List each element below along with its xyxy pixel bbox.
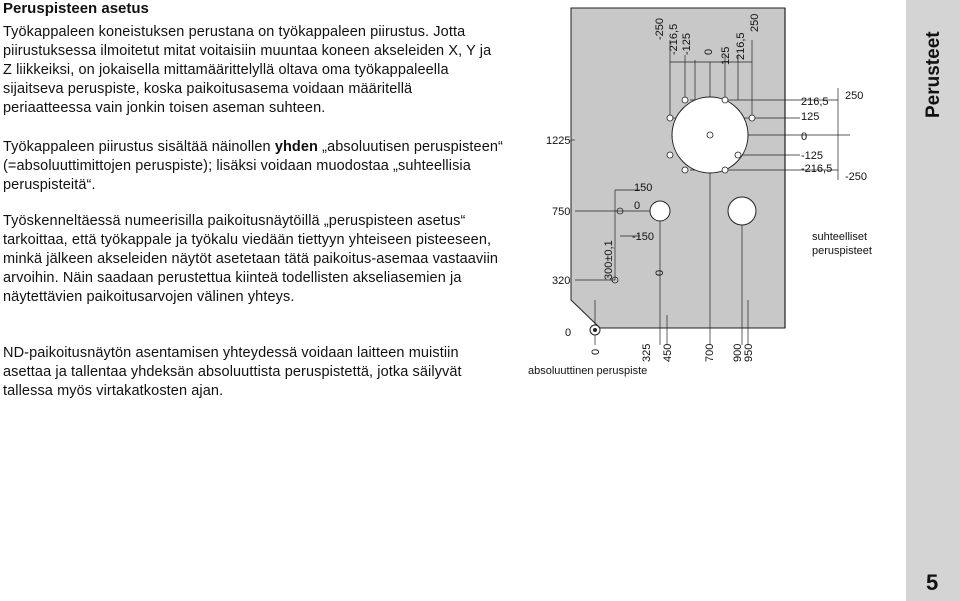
left-label: 320 (552, 275, 571, 287)
relative-caption: suhteelliset (812, 231, 868, 243)
paragraph-intro (3, 23, 503, 118)
paragraph-text: Työkappaleen koneistuksen perustana on työkappaleen piirustus. Jotta piirustuksessa ilmoitetut mitat voitaisiin muuntaa koneen akseleiden X, Y ja Z liikkeiksi, on jokaisella mittamäärittelyllä oltava oma työkappaleella sijaitseva peruspiste, koska paikoitusasema voidaan määritellä periaatteessa vain jonkin toisen aseman suhteen. (3, 24, 492, 116)
relative-caption: peruspisteet (812, 245, 872, 257)
bottom-label: 0 (590, 348, 602, 355)
paragraph-datum-setting (3, 212, 503, 307)
top-label: 250 (749, 13, 761, 32)
left-label: 750 (552, 206, 571, 218)
bottom-label: 450 (662, 343, 674, 362)
right-label: 250 (845, 90, 864, 102)
paragraph-text: Työskenneltäessä numeerisilla paikoitusnäytöillä „peruspisteen asetus“ tarkoittaa, että työkappale ja työkalu viedään tiettyyn yhteiseen pisteeseen, minkä jälkeen akseleiden näytöt asetetaan tätä paikoitus-asemaa vastaaviin arvoihin. Näin saadaan perustettua kiinteä todellisten akseliasemien ja näytettävien paikoitusarvojen välinen yhteys. (3, 213, 499, 305)
text-span: Työkappaleen piirustus sisältää näinollen (3, 139, 275, 155)
top-label: 0 (703, 48, 715, 55)
section-title: Peruspisteen asetus (3, 0, 149, 17)
right-label: -216,5 (801, 163, 833, 175)
inner-label: -150 (632, 231, 655, 243)
page-number: 5 (926, 570, 939, 595)
workpiece-drawing (520, 0, 905, 385)
left-label: 1225 (546, 135, 571, 147)
bottom-caption: absoluuttinen peruspiste (528, 365, 648, 377)
bottom-label: 700 (704, 343, 716, 362)
tolerance-label: 300±0,1 (603, 240, 615, 280)
top-label: 216,5 (735, 32, 747, 60)
bottom-label: 950 (743, 343, 755, 362)
left-label: 0 (565, 327, 572, 339)
inner-label: 0 (654, 269, 666, 276)
side-tab-label: Perusteet (923, 31, 944, 118)
top-label: 125 (720, 46, 732, 65)
paragraph-text (3, 138, 503, 195)
absolute-datum-dot (593, 328, 597, 332)
bore-hole-right (728, 197, 756, 225)
bottom-label: 325 (641, 343, 653, 362)
paragraph-text: ND-paikoitusnäytön asentamisen yhteydessä voidaan laitteen muistiin asettaa ja tallentaa yhdeksän absoluuttista peruspistettä, jotka säilyvät tallessa myös virtakatkosten ajan. (3, 345, 462, 399)
top-label: -250 (654, 17, 666, 40)
right-label: 0 (801, 131, 808, 143)
paragraph-absolute (3, 138, 503, 195)
bottom-label: 900 (732, 343, 744, 362)
paragraph-memory (3, 344, 503, 401)
right-label: 125 (801, 111, 820, 123)
inner-label: 0 (634, 200, 641, 212)
bold-text: yhden (274, 139, 319, 155)
text-span: „absoluutisen peruspisteen“ (=absoluuttimittojen peruspiste); lisäksi voidaan muodostaa „suhteellisia peruspisteitä“. (3, 139, 503, 193)
inner-label: 150 (634, 182, 653, 194)
top-label: -216,5 (668, 23, 680, 55)
large-bore-hole (672, 97, 748, 173)
right-label: 216,5 (801, 96, 829, 108)
right-label: -125 (801, 150, 824, 162)
right-label: -250 (845, 171, 868, 183)
bore-hole-left (650, 201, 670, 221)
top-label: -125 (681, 32, 693, 55)
